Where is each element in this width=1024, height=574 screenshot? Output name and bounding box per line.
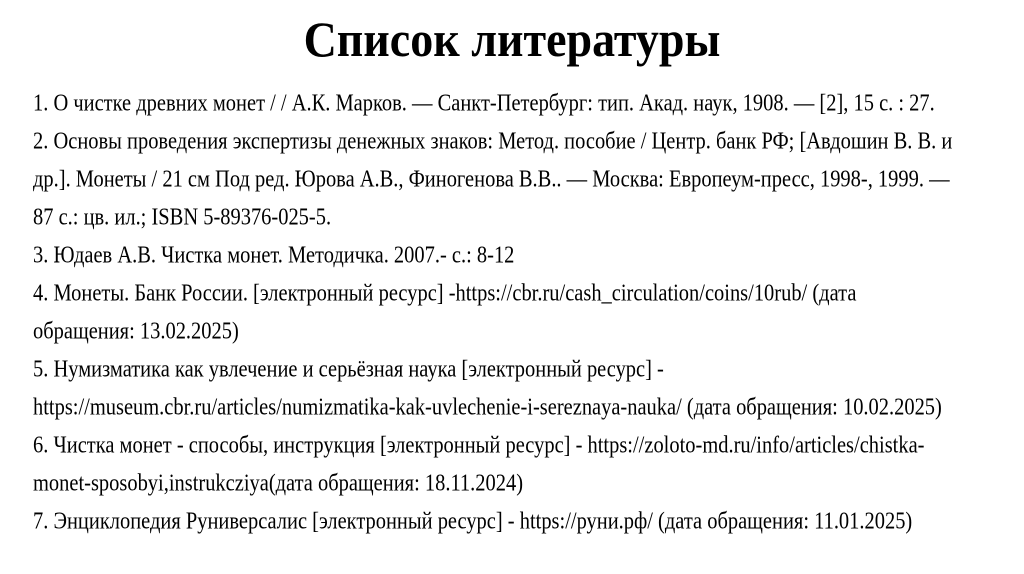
list-item bbox=[33, 506, 1024, 544]
list-item bbox=[33, 430, 1024, 506]
list-item-line: 6. Чистка монет - способы, инструкция [электронный ресурс] - https://zoloto-md.ru/info/articles/chistka- bbox=[33, 429, 925, 458]
list-item-line: 5. Нумизматика как увлечение и серьёзная наука [электронный ресурс] - bbox=[33, 353, 664, 382]
list-item-line: https://museum.cbr.ru/articles/numizmatika-kak-uvlechenie-i-sereznaya-nauka/ (дата обращения: 10.02.2025) bbox=[33, 391, 942, 420]
page-title: Список литературы bbox=[303, 11, 721, 67]
list-item bbox=[33, 126, 1024, 240]
list-item-line: monet-sposobyi,instrukcziya(дата обращения: 18.11.2024) bbox=[33, 467, 524, 496]
list-item-line: др.]. Монеты / 21 см Под ред. Юрова А.В., Финогенова В.В.. — Москва: Европеум-пресс, 1998-, 1999. — bbox=[33, 163, 950, 192]
list-item bbox=[33, 354, 1024, 430]
list-item-line: 2. Основы проведения экспертизы денежных знаков: Метод. пособие / Центр. банк РФ; [Авдошин В. В. и bbox=[33, 125, 953, 154]
list-item bbox=[33, 240, 1024, 278]
bibliography-list bbox=[33, 88, 1024, 544]
list-item-line: 3. Юдаев А.В. Чистка монет. Методичка. 2007.- с.: 8-12 bbox=[33, 239, 515, 268]
list-item bbox=[33, 88, 1024, 126]
list-item-line: обращения: 13.02.2025) bbox=[33, 315, 239, 344]
list-item bbox=[33, 278, 1024, 354]
list-item-line: 87 с.: цв. ил.; ISBN 5-89376-025-5. bbox=[33, 201, 332, 230]
list-item-line: 7. Энциклопедия Руниверсалис [электронный ресурс] - https://руни.рф/ (дата обращения: 11.01.2025) bbox=[33, 505, 913, 534]
list-item-line: 4. Монеты. Банк России. [электронный ресурс] -https://cbr.ru/cash_circulation/coins/10rub/ (дата bbox=[33, 277, 857, 306]
list-item-line: 1. О чистке древних монет / / А.К. Марков. — Санкт-Петербург: тип. Акад. наук, 1908. — [2], 15 с. : 27. bbox=[33, 87, 935, 116]
